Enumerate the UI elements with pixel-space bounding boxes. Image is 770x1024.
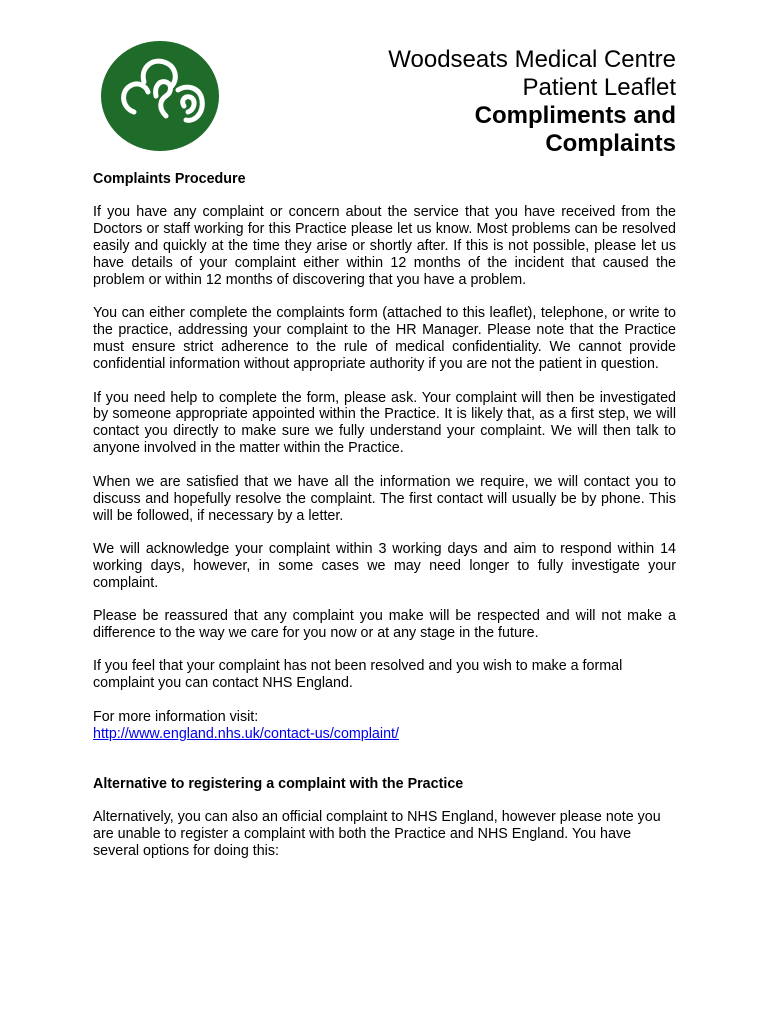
leaflet-header [256, 46, 676, 158]
paragraph: If you need help to complete the form, please ask. Your complaint will then be investigated by someone appropriate appointed within the Practice. It is likely that, as a first step, we will contact you directly to make sure we fully understand your complaint. We will then talk to anyone involved in the matter within the Practice. [93, 389, 676, 457]
paragraph: When we are satisfied that we have all the information we require, we will contact you to discuss and hopefully resolve the complaint. The first contact will usually be by phone. This will be followed, if necessary by a letter. [93, 473, 676, 524]
paragraph: If you feel that your complaint has not been resolved and you wish to make a formal complaint you can contact NHS England. [93, 658, 623, 692]
more-info [93, 709, 676, 743]
nhs-complaint-link[interactable]: http://www.england.nhs.uk/contact-us/complaint/ [93, 725, 399, 742]
practice-logo [100, 38, 224, 152]
paragraph: You can either complete the complaints form (attached to this leaflet), telephone, or write to the practice, addressing your complaint to the HR Manager. Please note that the Practice must ensure strict adherence to the rule of medical confidentiality. We cannot provide confidential information without appropriate authority if you are not the patient in question. [93, 305, 676, 373]
leaflet-title-line2: Complaints [545, 130, 676, 157]
section-heading-alternative: Alternative to registering a complaint with the Practice [93, 775, 464, 792]
paragraph: Alternatively, you can also an official complaint to NHS England, however please note you are unable to register a complaint with both the Practice and NHS England. You have several options for doing this: [93, 808, 661, 859]
practice-name: Woodseats Medical Centre [388, 46, 676, 73]
leaflet-subtitle: Patient Leaflet [522, 74, 676, 101]
paragraph: If you have any complaint or concern about the service that you have received from the Doctors or staff working for this Practice please let us know. Most problems can be resolved easily and quickly at the time they arise or shortly after. If this is not possible, please let us have details of your complaint either within 12 months of the incident that caused the problem or within 12 months of discovering that you have a problem. [93, 204, 676, 289]
paragraph: Please be reassured that any complaint you make will be respected and will not make a difference to the way we care for you now or at any stage in the future. [93, 608, 676, 642]
paragraph: We will acknowledge your complaint within 3 working days and aim to respond within 14 working days, however, in some cases we may need longer to fully investigate your complaint. [93, 540, 676, 591]
leaflet-title-line1: Compliments and [474, 102, 676, 129]
leaflet-body [93, 171, 676, 876]
tree-logo-icon [100, 38, 224, 152]
section-heading-complaints-procedure: Complaints Procedure [93, 171, 246, 187]
more-info-label: For more information visit: [93, 708, 259, 725]
